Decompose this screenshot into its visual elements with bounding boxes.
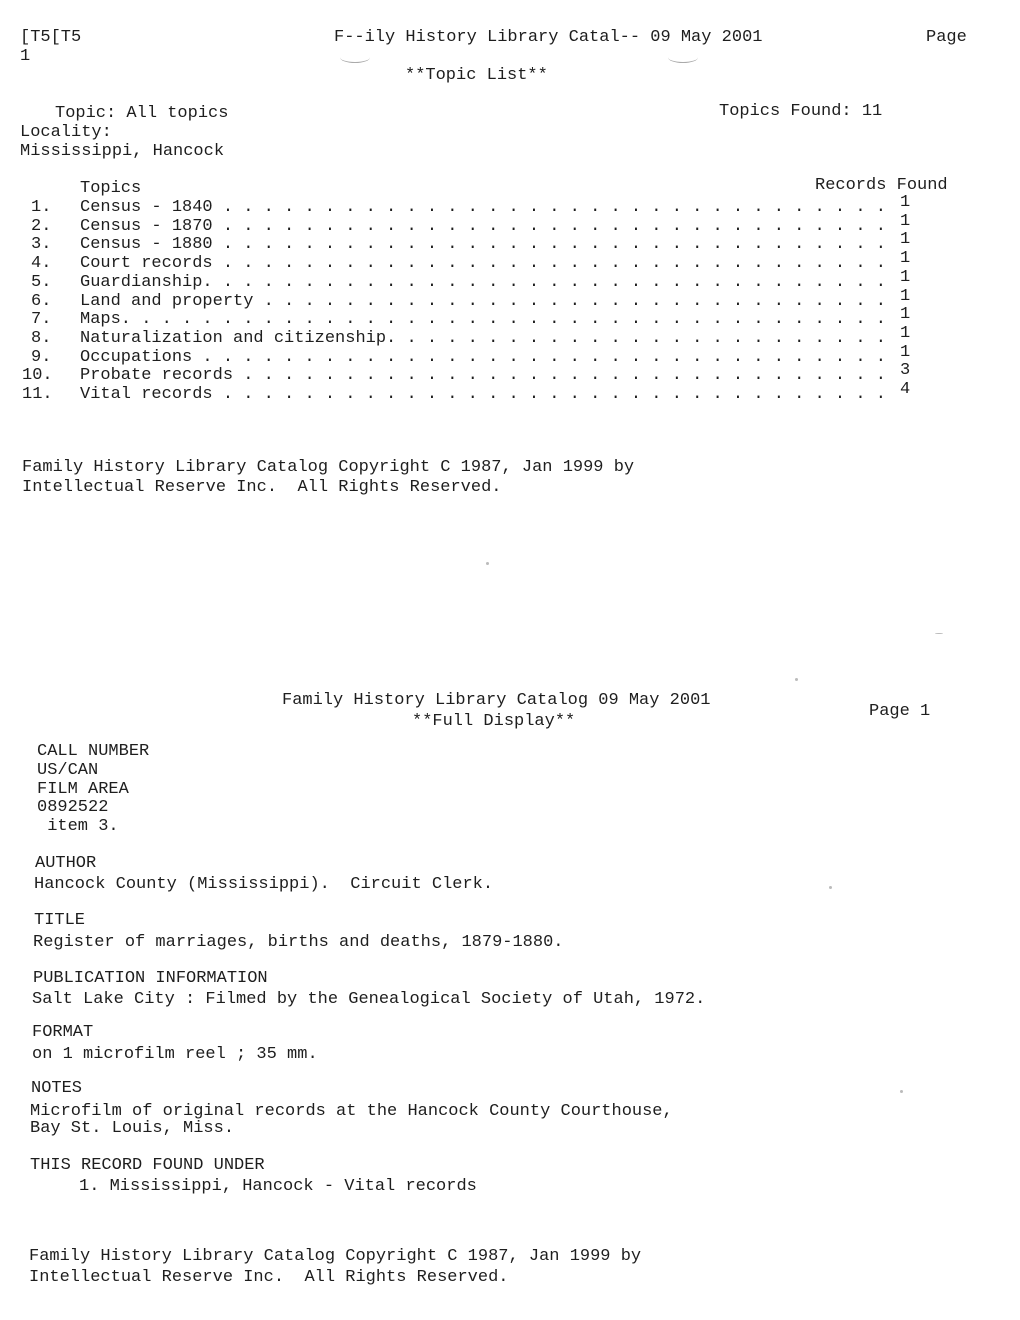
records-found-count: 1 xyxy=(900,305,911,325)
topic-row xyxy=(80,348,886,367)
topic-number: 3. xyxy=(31,235,52,255)
leader-dots: . . . . . . . . . . . . . . . . . . . . . . . . . . . . . . . . . xyxy=(212,254,886,274)
scan-speck xyxy=(900,1090,903,1093)
topic-number: 1. xyxy=(31,198,52,217)
leader-dots: . . . . . . . . . . . . . . . . . . . . . . . . . . . . . . . . . . . . . xyxy=(131,310,886,330)
header-title: F‐‐ily History Library Catal‐‐ 09 May 2001 xyxy=(334,28,763,47)
call-number-line: item 3. xyxy=(37,817,119,836)
punch-arc-right xyxy=(668,52,698,63)
leader-dots: . . . . . . . . . . . . . . . . . . . . . . . . . . . . . . . . . xyxy=(212,385,886,404)
leader-dots: . . . . . . . . . . . . . . . . . . . . . . . . . . . . . . . xyxy=(253,291,886,311)
records-found-count: 1 xyxy=(900,230,911,250)
topic-label: Probate records xyxy=(80,366,234,386)
title-value: Register of marriages, births and deaths, 1879-1880. xyxy=(33,933,564,952)
topic-label: Vital records xyxy=(80,385,213,404)
leader-dots: . . . . . . . . . . . . . . . . . . . . . . . . . . . . . . . . . xyxy=(212,216,886,236)
publication-value: Salt Lake City : Filmed by the Genealogical Society of Utah, 1972. xyxy=(32,990,706,1009)
topic-row xyxy=(80,385,886,404)
records-found-count: 1 xyxy=(900,211,911,231)
call-number-line: 0892522 xyxy=(37,798,109,817)
topics-found: Topics Found: 11 xyxy=(719,102,883,121)
call-number-line: US/CAN xyxy=(37,761,99,780)
punch-arc-left xyxy=(340,52,370,63)
call-number-label: CALL NUMBER xyxy=(37,742,150,761)
topic-row xyxy=(80,310,886,329)
topic-label: Census - 1870 xyxy=(80,216,213,236)
header-page-label: Page xyxy=(926,28,967,47)
copyright-line-1: Family History Library Catalog Copyright C 1987, Jan 1999 by xyxy=(22,458,635,477)
title-label: TITLE xyxy=(34,911,86,930)
notes-label: NOTES xyxy=(31,1079,83,1098)
topics-column-header: Topics xyxy=(80,179,142,198)
topic-number: 5. xyxy=(31,272,52,292)
topic-number: 6. xyxy=(31,291,52,311)
topic-row xyxy=(80,217,886,236)
topic-label: Guardianship. xyxy=(80,272,213,292)
topic-label: Maps. xyxy=(80,310,132,330)
topic-number: 4. xyxy=(31,254,52,274)
full-display-copyright-line-1: Family History Library Catalog Copyright C 1987, Jan 1999 by xyxy=(29,1247,642,1266)
leader-dots: . . . . . . . . . . . . . . . . . . . . . . . . . . . . . . . . . xyxy=(212,198,886,217)
topic-number: 9. xyxy=(31,347,52,367)
topic-row xyxy=(80,366,886,385)
scan-speck xyxy=(795,678,798,681)
topic-filter-line: Topic: All topics xyxy=(55,104,229,123)
leader-dots: . . . . . . . . . . . . . . . . . . . . . . . . . . . . . . . . . xyxy=(212,272,886,292)
records-found-count: 1 xyxy=(900,193,911,212)
copyright-line-2: Intellectual Reserve Inc. All Rights Reserved. xyxy=(22,478,502,497)
full-display-page-number: Page 1 xyxy=(869,702,931,721)
topic-number: 10. xyxy=(22,366,53,386)
full-display-copyright-line-2: Intellectual Reserve Inc. All Rights Reserved. xyxy=(29,1268,509,1287)
author-value: Hancock County (Mississippi). Circuit Clerk. xyxy=(34,875,494,894)
topic-number: 2. xyxy=(31,216,52,236)
topic-label: Naturalization and citizenship. xyxy=(80,328,397,348)
records-found-count: 1 xyxy=(900,286,911,306)
format-value: on 1 microfilm reel ; 35 mm. xyxy=(32,1045,318,1064)
notes-line-2: Bay St. Louis, Miss. xyxy=(30,1119,235,1138)
locality-value: Mississippi, Hancock xyxy=(20,142,225,161)
records-found-count: 1 xyxy=(900,249,911,269)
topic-row xyxy=(80,235,886,254)
author-label: AUTHOR xyxy=(35,854,97,873)
topic-row xyxy=(80,198,886,217)
header-left-code: [T5[T5 xyxy=(20,28,82,47)
leader-dots: . . . . . . . . . . . . . . . . . . . . . . . . xyxy=(396,328,886,348)
found-under-item: 1. Mississippi, Hancock - Vital records xyxy=(79,1177,477,1196)
records-found-count: 1 xyxy=(900,342,911,362)
format-label: FORMAT xyxy=(32,1023,94,1042)
topic-row xyxy=(80,254,886,273)
topic-label: Land and property xyxy=(80,291,254,311)
records-found-count: 1 xyxy=(900,267,911,287)
topic-label: Census - 1880 xyxy=(80,235,213,255)
records-found-count: 3 xyxy=(900,361,911,381)
records-found-column-header: Records Found xyxy=(815,176,948,195)
topic-number: 11. xyxy=(22,385,53,404)
locality-label: Locality: xyxy=(20,123,112,142)
topic-label: Court records xyxy=(80,254,213,274)
topic-row xyxy=(80,292,886,311)
records-found-count: 4 xyxy=(900,380,911,399)
full-display-header-title: Family History Library Catalog 09 May 2001 xyxy=(282,691,711,710)
topic-number: 7. xyxy=(31,310,52,330)
full-display-subtitle: **Full Display** xyxy=(412,712,576,731)
topic-label: Occupations xyxy=(80,347,193,367)
header-left-number: 1 xyxy=(20,47,31,66)
leader-dots: . . . . . . . . . . . . . . . . . . . . . . . . . . . . . . . . . . xyxy=(192,347,886,367)
scan-speck xyxy=(486,562,489,565)
leader-dots: . . . . . . . . . . . . . . . . . . . . . . . . . . . . . . . . xyxy=(233,366,886,386)
found-under-label: THIS RECORD FOUND UNDER xyxy=(30,1156,265,1175)
topic-list-subtitle: **Topic List** xyxy=(405,66,548,85)
publication-label: PUBLICATION INFORMATION xyxy=(33,969,268,988)
call-number-line: FILM AREA xyxy=(37,780,129,799)
topic-label: Census - 1840 xyxy=(80,198,213,217)
leader-dots: . . . . . . . . . . . . . . . . . . . . . . . . . . . . . . . . . xyxy=(212,235,886,255)
records-found-count: 1 xyxy=(900,323,911,343)
topic-number: 8. xyxy=(31,328,52,348)
notes-line-1: Microfilm of original records at the Hancock County Courthouse, xyxy=(30,1102,673,1121)
scan-speck xyxy=(829,886,832,889)
topic-row xyxy=(80,273,886,292)
scan-speck xyxy=(935,633,943,634)
topic-row xyxy=(80,329,886,348)
